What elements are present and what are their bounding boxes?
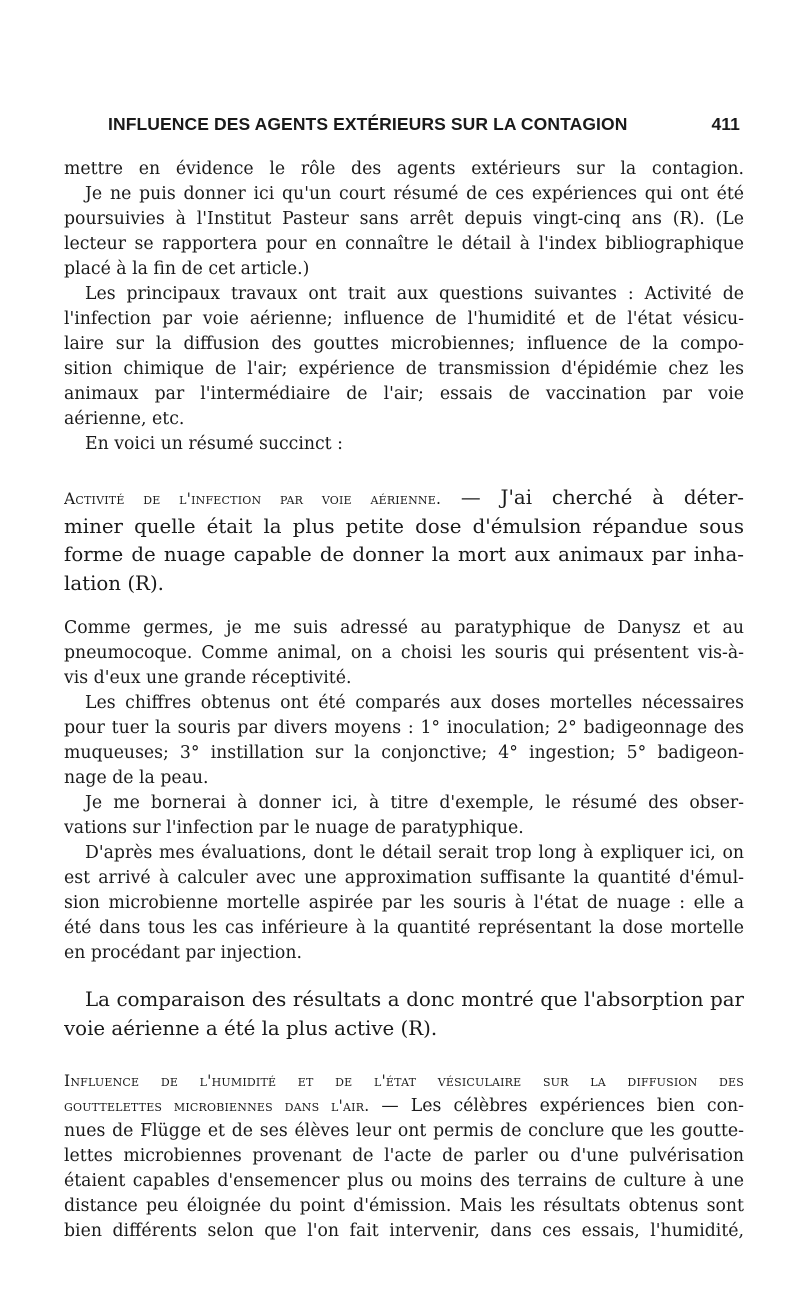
text-line: l'infection par voie aérienne; influence de l'humidité et de l'état vésicu- bbox=[64, 309, 744, 329]
text-line: lecteur se rapportera pour en connaître le détail à l'index bibliographique bbox=[64, 234, 744, 254]
text-line: La comparaison des résultats a donc montré que l'absorption par bbox=[85, 988, 744, 1011]
text-line: mettre en évidence le rôle des agents extérieurs sur la contagion. bbox=[64, 159, 744, 179]
section-heading-continued: gouttelettes microbiennes dans l'air. bbox=[64, 1097, 370, 1115]
text-line: lation (R). bbox=[64, 571, 164, 595]
text-line: poursuivies à l'Institut Pasteur sans arrêt depuis vingt-cinq ans (R). (Le bbox=[64, 209, 744, 229]
text-line: miner quelle était la plus petite dose d'émulsion répandue sous bbox=[64, 514, 744, 538]
section-heading: Influence de l'humidité et de l'état vésiculaire sur la diffusion des bbox=[64, 1072, 744, 1090]
text-line: Je ne puis donner ici qu'un court résumé de ces expériences qui ont été bbox=[85, 184, 744, 204]
section-first-text: Les célèbres expériences bien con- bbox=[410, 1096, 744, 1116]
text-line: voie aérienne a été la plus active (R). bbox=[64, 1016, 438, 1040]
text-line: lettes microbiennes provenant de l'acte de parler ou d'une pulvérisation bbox=[64, 1146, 744, 1166]
text-line: sition chimique de l'air; expérience de transmission d'épidémie chez les bbox=[64, 359, 744, 379]
experiment-paragraphs bbox=[64, 616, 744, 966]
text-line: est arrivé à calculer avec une approximation suffisante la quantité d'émul- bbox=[64, 868, 744, 888]
text-line: laire sur la diffusion des gouttes microbiennes; influence de la compo- bbox=[64, 334, 744, 354]
text-line: été dans tous les cas inférieure à la quantité représentant la dose mortelle bbox=[64, 918, 744, 938]
text-line: Je me bornerai à donner ici, à titre d'exemple, le résumé des obser- bbox=[85, 793, 744, 813]
text-line: placé à la fin de cet article.) bbox=[64, 259, 310, 279]
text-line: étaient capables d'ensemencer plus ou moins des terrains de culture à une bbox=[64, 1171, 744, 1191]
text-line: en procédant par injection. bbox=[64, 943, 302, 963]
text-line: Comme germes, je me suis adressé au paratyphique de Danysz et au bbox=[64, 618, 744, 638]
text-line: muqueuses; 3° instillation sur la conjonctive; 4° ingestion; 5° badigeon- bbox=[64, 743, 744, 763]
section-airborne-infection bbox=[64, 484, 744, 598]
text-line: animaux par l'intermédiaire de l'air; essais de vaccination par voie bbox=[64, 384, 744, 404]
text-line: En voici un résumé succinct : bbox=[85, 434, 343, 454]
text-line: D'après mes évaluations, dont le détail serait trop long à expliquer ici, on bbox=[85, 843, 744, 863]
page-number: 411 bbox=[711, 114, 740, 134]
text-line: Les principaux travaux ont trait aux questions suivantes : Activité de bbox=[85, 284, 744, 304]
text-line: pour tuer la souris par divers moyens : 1° inoculation; 2° badigeonnage des bbox=[64, 718, 744, 738]
running-header bbox=[108, 114, 740, 135]
conclusion-paragraph bbox=[64, 986, 744, 1043]
text-line: forme de nuage capable de donner la mort aux animaux par inha- bbox=[64, 543, 744, 566]
text-line: bien différents selon que l'on fait intervenir, dans ces essais, l'humidité, bbox=[64, 1221, 744, 1241]
text-line: vis d'eux une grande réceptivité. bbox=[64, 668, 352, 688]
section-humidity bbox=[64, 1069, 744, 1244]
text-line: sion microbienne mortelle aspirée par les souris à l'état de nuage : elle a bbox=[64, 893, 744, 913]
text-line: aérienne, etc. bbox=[64, 409, 185, 429]
heading-dash: — bbox=[369, 1096, 411, 1116]
text-line: vations sur l'infection par le nuage de paratyphique. bbox=[64, 818, 524, 838]
text-line: nage de la peau. bbox=[64, 768, 209, 788]
text-line: Les chiffres obtenus ont été comparés aux doses mortelles nécessaires bbox=[85, 693, 744, 713]
section-first-line bbox=[64, 484, 744, 513]
text-line: distance peu éloignée du point d'émission. Mais les résultats obtenus sont bbox=[64, 1196, 744, 1216]
section-first-text: J'ai cherché à déter- bbox=[500, 486, 744, 509]
section-first-line bbox=[64, 1094, 744, 1119]
text-line: pneumocoque. Comme animal, on a choisi les souris qui présentent vis-à- bbox=[64, 643, 744, 663]
section-heading: Activité de l'infection par voie aérienne. bbox=[64, 490, 442, 508]
text-line: nues de Flügge et de ses élèves leur ont permis de conclure que les goutte- bbox=[64, 1121, 744, 1141]
running-title: INFLUENCE DES AGENTS EXTÉRIEURS SUR LA CONTAGION bbox=[108, 114, 628, 134]
intro-paragraphs bbox=[64, 157, 744, 457]
heading-dash: — bbox=[441, 486, 501, 509]
